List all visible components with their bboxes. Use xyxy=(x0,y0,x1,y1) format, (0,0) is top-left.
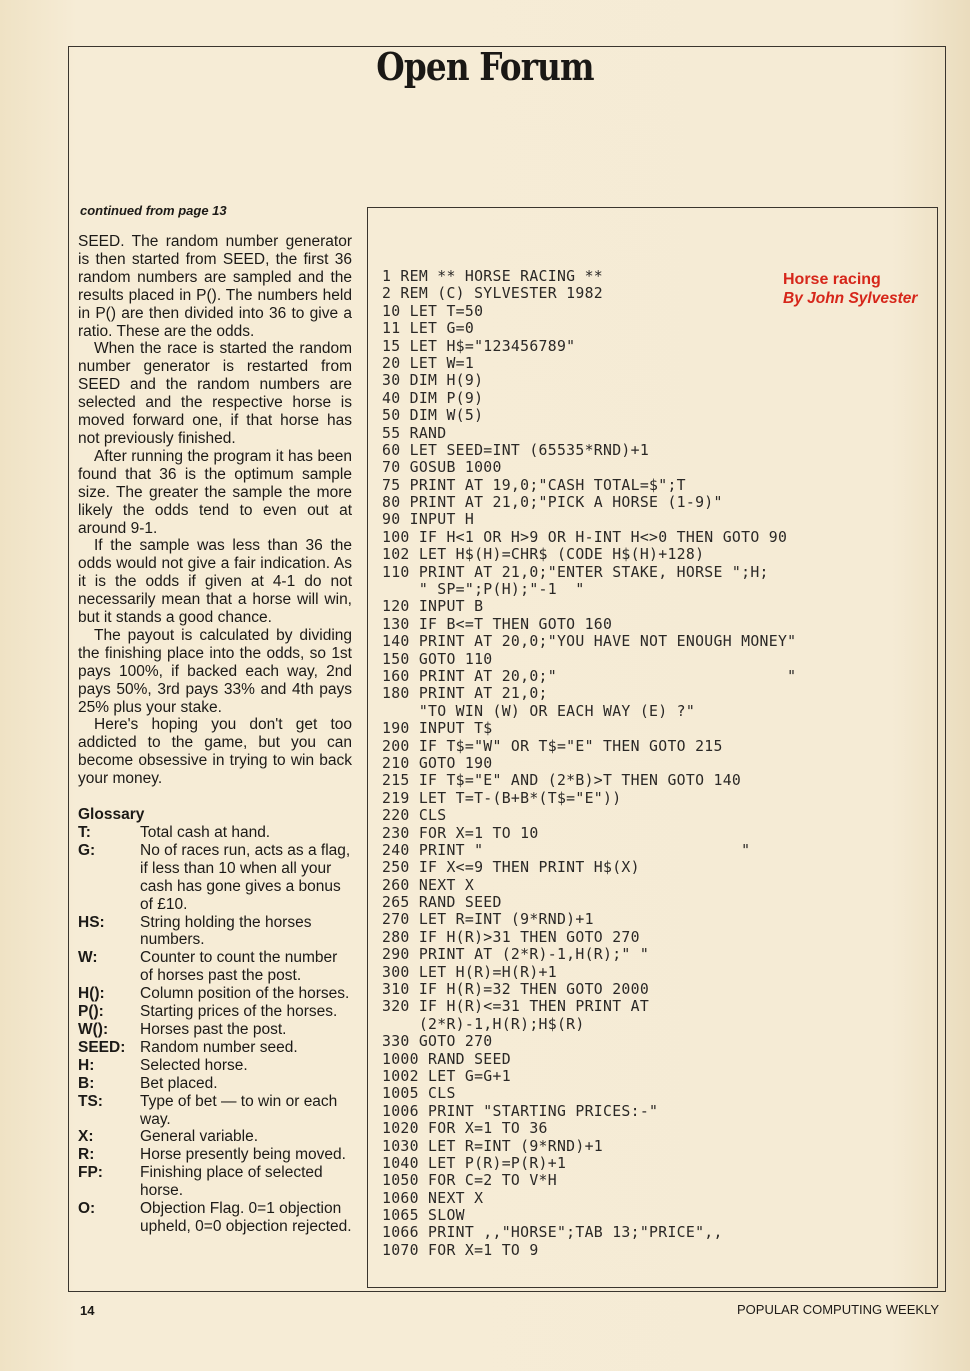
code-line: 100 IF H<1 OR H>9 OR H-INT H<>0 THEN GOTO 90 xyxy=(382,528,788,546)
glossary-term: H: xyxy=(78,1056,95,1074)
page-number: 14 xyxy=(80,1303,95,1318)
glossary-definition: Bet placed. xyxy=(140,1074,218,1092)
glossary-item xyxy=(78,1093,352,1129)
code-line: 180 PRINT AT 21,0; xyxy=(382,685,548,703)
glossary-item xyxy=(78,842,352,914)
code-line: 1002 LET G=G+1 xyxy=(382,1067,511,1085)
glossary-term: TS: xyxy=(78,1092,103,1110)
code-line: 30 DIM H(9) xyxy=(382,372,484,390)
code-line: 160 PRINT AT 20,0;" " xyxy=(382,667,797,685)
code-line: 140 PRINT AT 20,0;"YOU HAVE NOT ENOUGH MONEY" xyxy=(382,633,797,651)
code-line: 10 LET T=50 xyxy=(382,302,484,320)
code-line: 15 LET H$="123456789" xyxy=(382,337,576,355)
code-line: (2*R)-1,H(R);H$(R) xyxy=(382,1015,585,1033)
code-line: 1000 RAND SEED xyxy=(382,1050,511,1068)
code-line: 2 REM (C) SYLVESTER 1982 xyxy=(382,285,604,303)
glossary-item xyxy=(78,985,352,1003)
code-line: 250 IF X<=9 THEN PRINT H$(X) xyxy=(382,859,640,877)
code-line: 102 LET H$(H)=CHR$ (CODE H$(H)+128) xyxy=(382,546,705,564)
code-line: 1070 FOR X=1 TO 9 xyxy=(382,1241,539,1259)
code-line: 1060 NEXT X xyxy=(382,1189,484,1207)
code-line: 300 LET H(R)=H(R)+1 xyxy=(382,963,557,981)
code-line: 1020 FOR X=1 TO 36 xyxy=(382,1120,548,1138)
glossary-item xyxy=(78,1057,352,1075)
page-title: Open Forum xyxy=(376,44,594,89)
glossary-term: G: xyxy=(78,841,96,859)
code-line: 215 IF T$="E" AND (2*B)>T THEN GOTO 140 xyxy=(382,772,742,790)
code-line: 11 LET G=0 xyxy=(382,320,475,338)
code-line: 1040 LET P(R)=P(R)+1 xyxy=(382,1154,567,1172)
code-line: 110 PRINT AT 21,0;"ENTER STAKE, HORSE ";H; xyxy=(382,563,769,581)
code-line: 200 IF T$="W" OR T$="E" THEN GOTO 215 xyxy=(382,737,723,755)
glossary-item xyxy=(78,1021,352,1039)
glossary-definition: General variable. xyxy=(140,1128,259,1146)
glossary-definition: Type of bet — to win or each way. xyxy=(140,1092,338,1128)
glossary-item xyxy=(78,1200,352,1236)
glossary-item xyxy=(78,1164,352,1200)
code-line: 60 LET SEED=INT (65535*RND)+1 xyxy=(382,441,650,459)
code-line: 20 LET W=1 xyxy=(382,354,475,372)
glossary-item xyxy=(78,949,352,985)
code-line: 280 IF H(R)>31 THEN GOTO 270 xyxy=(382,928,640,946)
glossary-item xyxy=(78,914,352,950)
code-line: 50 DIM W(5) xyxy=(382,407,484,425)
glossary-item xyxy=(78,1039,352,1057)
glossary-term: H(): xyxy=(78,985,105,1003)
code-line: 80 PRINT AT 21,0;"PICK A HORSE (1-9)" xyxy=(382,494,723,512)
glossary-definition: Selected horse. xyxy=(140,1056,248,1074)
glossary-item xyxy=(78,824,352,842)
glossary-item xyxy=(78,1128,352,1146)
code-line: 230 FOR X=1 TO 10 xyxy=(382,824,539,842)
code-line: 40 DIM P(9) xyxy=(382,389,484,407)
code-line: 55 RAND xyxy=(382,424,447,442)
article-paragraph: SEED. The random number generator is then started from SEED, the first 36 random numbers are sampled and the results placed in P(). The numbers held in P() are then divided into 36 to give a ratio. These are the odds. xyxy=(78,233,352,340)
glossary-definition: Starting prices of the horses. xyxy=(140,1003,338,1021)
code-line: "TO WIN (W) OR EACH WAY (E) ?" xyxy=(382,702,696,720)
article-column xyxy=(78,233,352,1236)
article-paragraph: Here's hoping you don't get too addicted to the game, but you can become obsessive in trying to win back your money. xyxy=(78,716,352,788)
glossary-item xyxy=(78,1075,352,1093)
glossary-term: W(): xyxy=(78,1020,109,1038)
glossary-term: B: xyxy=(78,1074,95,1092)
code-line: " SP=";P(H);"-1 " xyxy=(382,581,585,599)
code-line: 70 GOSUB 1000 xyxy=(382,459,502,477)
code-line: 260 NEXT X xyxy=(382,876,475,894)
code-listing xyxy=(382,268,796,1259)
glossary-term: X: xyxy=(78,1128,94,1146)
article-body xyxy=(78,233,352,788)
code-line: 310 IF H(R)=32 THEN GOTO 2000 xyxy=(382,981,650,999)
glossary-definition: Horses past the post. xyxy=(140,1020,287,1038)
glossary-item xyxy=(78,1146,352,1164)
glossary-definition: Objection Flag. 0=1 objection upheld, 0=0 objection rejected. xyxy=(140,1200,352,1235)
code-line: 219 LET T=T-(B+B*(T$="E")) xyxy=(382,789,622,807)
article-paragraph: When the race is started the random number generator is restarted from SEED and the random numbers are selected and the respective horse is moved forward one, if that horse has not previously finished. xyxy=(78,340,352,447)
code-line: 1050 FOR C=2 TO V*H xyxy=(382,1172,557,1190)
listing-title: Horse racing xyxy=(783,271,881,288)
listing-author: By John Sylvester xyxy=(783,290,918,307)
glossary-definition: String holding the horses numbers. xyxy=(140,913,312,949)
glossary-definition: No of races run, acts as a flag, if less than 10 when all your cash has gone gives a bonus of £10. xyxy=(140,841,351,913)
glossary-item xyxy=(78,1003,352,1021)
code-line: 1006 PRINT "STARTING PRICES:-" xyxy=(382,1102,659,1120)
article-paragraph: The payout is calculated by dividing the finishing place into the odds, so 1st pays 100%, if backed each way, 2nd pays 50%, 3rd pays 33% and 4th pays 25% plus your stake. xyxy=(78,626,352,716)
code-line: 220 CLS xyxy=(382,807,447,825)
code-line: 330 GOTO 270 xyxy=(382,1033,493,1051)
code-line: 190 INPUT T$ xyxy=(382,720,493,738)
code-line: 120 INPUT B xyxy=(382,598,484,616)
glossary-term: SEED: xyxy=(78,1038,126,1056)
code-line: 1030 LET R=INT (9*RND)+1 xyxy=(382,1137,604,1155)
glossary-term: R: xyxy=(78,1146,95,1164)
glossary-definition: Total cash at hand. xyxy=(140,824,271,841)
glossary-term: T: xyxy=(78,824,91,841)
publication-name: POPULAR COMPUTING WEEKLY xyxy=(736,1302,939,1317)
continued-note: continued from page 13 xyxy=(80,203,227,218)
glossary-title: Glossary xyxy=(78,806,145,824)
code-line: 90 INPUT H xyxy=(382,511,475,529)
glossary-definition: Column position of the horses. xyxy=(140,985,350,1003)
glossary-definition: Finishing place of selected horse. xyxy=(140,1164,323,1200)
code-line: 130 IF B<=T THEN GOTO 160 xyxy=(382,615,613,633)
code-line: 1065 SLOW xyxy=(382,1207,465,1225)
glossary-term: P(): xyxy=(78,1003,104,1021)
code-line: 265 RAND SEED xyxy=(382,894,502,912)
code-line: 150 GOTO 110 xyxy=(382,650,493,668)
code-line: 75 PRINT AT 19,0;"CASH TOTAL=$";T xyxy=(382,476,686,494)
glossary-definition: Horse presently being moved. xyxy=(140,1146,346,1164)
glossary-list xyxy=(78,824,352,1236)
glossary-term: FP: xyxy=(78,1164,103,1182)
glossary-definition: Counter to count the number of horses past the post. xyxy=(140,949,338,985)
code-line: 1 REM ** HORSE RACING ** xyxy=(382,268,604,285)
glossary-term: HS: xyxy=(78,913,105,931)
code-line: 1066 PRINT ,,"HORSE";TAB 13;"PRICE",, xyxy=(382,1224,723,1242)
glossary-term: W: xyxy=(78,949,98,967)
glossary-term: O: xyxy=(78,1200,96,1218)
article-paragraph: After running the program it has been found that 36 is the optimum sample size. The greater the sample the more likely the odds tend to even out at around 9-1. xyxy=(78,447,352,537)
code-line: 240 PRINT " " xyxy=(382,841,751,859)
article-paragraph: If the sample was less than 36 the odds would not give a fair indication. As it is the odds if given at 4-1 do not necessarily mean that a horse will win, but it stands a good chance. xyxy=(78,537,352,627)
code-line: 270 LET R=INT (9*RND)+1 xyxy=(382,911,594,929)
code-line: 320 IF H(R)<=31 THEN PRINT AT xyxy=(382,998,650,1016)
code-line: 290 PRINT AT (2*R)-1,H(R);" " xyxy=(382,946,650,964)
code-line: 1005 CLS xyxy=(382,1085,456,1103)
code-line: 210 GOTO 190 xyxy=(382,754,493,772)
glossary-definition: Random number seed. xyxy=(140,1038,298,1056)
